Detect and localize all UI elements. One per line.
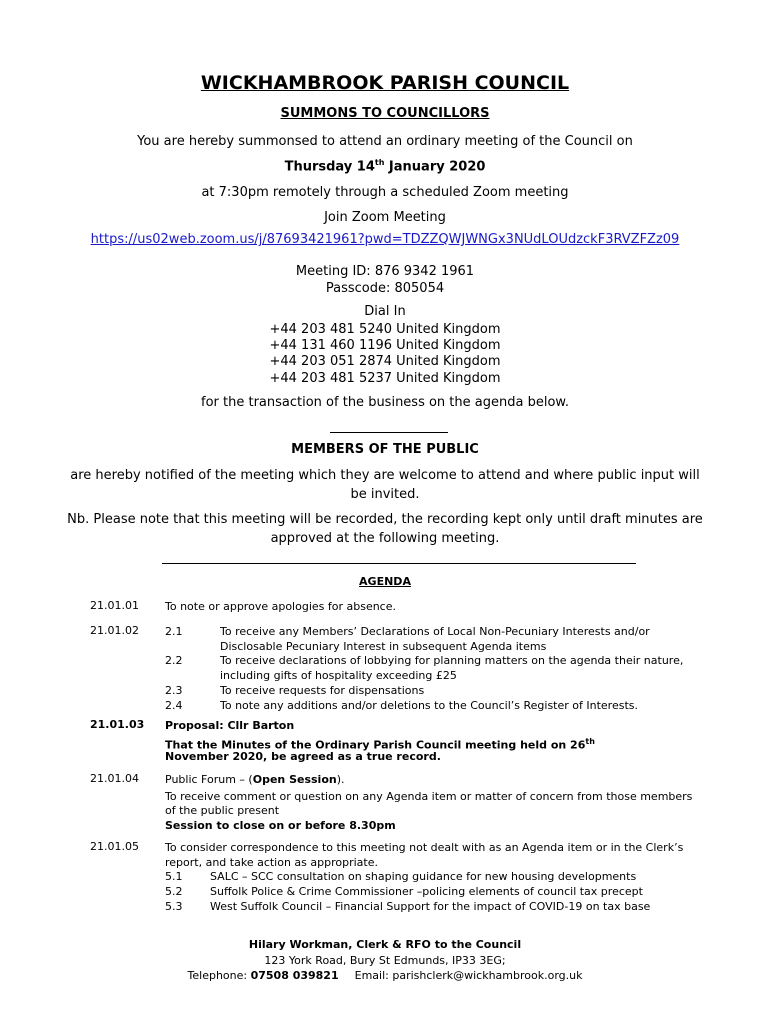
session-close-note: Session to close on or before 8.30pm	[165, 819, 396, 832]
sub-item-number: 2.2	[165, 654, 183, 667]
phone-number: +44 203 051 2874 United Kingdom	[269, 354, 501, 369]
meeting-id: Meeting ID: 876 9342 1961	[295, 264, 475, 279]
agenda-item-text: of the public present	[165, 804, 280, 817]
document-title: WICKHAMBROOK PARISH COUNCIL	[200, 72, 570, 94]
agenda-item-number: 21.01.02	[90, 624, 139, 637]
agenda-item-number: 21.01.04	[90, 772, 139, 785]
recording-note-line: approved at the following meeting.	[270, 531, 500, 546]
proposal-line: Proposal: Cllr Barton	[165, 719, 295, 732]
agenda-item-text: report, and take action as appropriate.	[165, 856, 378, 869]
minutes-motion: That the Minutes of the Ordinary Parish Council meeting held on 26th	[165, 737, 595, 752]
sub-item-number: 5.1	[165, 870, 183, 883]
sub-item-text: To receive any Members’ Declarations of Local Non-Pecuniary Interests and/or	[220, 625, 650, 638]
agenda-item-number: 21.01.03	[90, 718, 145, 731]
zoom-link[interactable]: https://us02web.zoom.us/j/87693421961?pwd=TDZZQWJWNGx3NUdLOUdzckF3RVZFZz09	[90, 232, 680, 247]
agenda-item-text: To note or approve apologies for absence.	[165, 600, 396, 613]
agenda-item-text: To receive comment or question on any Agenda item or matter of concern from those members	[165, 790, 693, 803]
footer-contact: Telephone: 07508 039821 Email: parishclerk@wickhambrook.org.uk	[187, 969, 583, 982]
phone-number: +44 203 481 5240 United Kingdom	[269, 322, 501, 337]
document-subtitle: SUMMONS TO COUNCILLORS	[280, 106, 490, 121]
public-heading: MEMBERS OF THE PUBLIC	[291, 442, 479, 457]
footer-telephone: 07508 039821	[250, 969, 339, 982]
agenda-item-number: 21.01.01	[90, 599, 139, 612]
minutes-motion: November 2020, be agreed as a true record.	[165, 750, 441, 763]
phone-number: +44 131 460 1196 United Kingdom	[269, 338, 501, 353]
sub-item-text: Suffolk Police & Crime Commissioner –policing elements of council tax precept	[210, 885, 643, 898]
phone-number: +44 203 481 5237 United Kingdom	[269, 371, 501, 386]
passcode: Passcode: 805054	[325, 281, 445, 296]
divider	[330, 432, 448, 433]
sub-item-text: West Suffolk Council – Financial Support for the impact of COVID-19 on tax base	[210, 900, 651, 913]
transaction-text: for the transaction of the business on the agenda below.	[201, 395, 569, 410]
sub-item-text: including gifts of hospitality exceeding £25	[220, 669, 457, 682]
sub-item-number: 5.3	[165, 900, 183, 913]
public-notice-line: be invited.	[350, 487, 420, 502]
meeting-date: Thursday 14th January 2020	[284, 158, 486, 175]
sub-item-number: 2.3	[165, 684, 183, 697]
dial-in-label: Dial In	[364, 304, 406, 319]
sub-item-number: 2.4	[165, 699, 183, 712]
agenda-heading: AGENDA	[359, 575, 411, 588]
sub-item-number: 5.2	[165, 885, 183, 898]
divider	[162, 563, 636, 564]
sub-item-text: Disclosable Pecuniary Interest in subsequent Agenda items	[220, 640, 547, 653]
sub-item-number: 2.1	[165, 625, 183, 638]
join-zoom-label: Join Zoom Meeting	[324, 210, 446, 225]
sub-item-text: To receive declarations of lobbying for planning matters on the agenda their nature,	[220, 654, 684, 667]
recording-note-line: Nb. Please note that this meeting will be recorded, the recording kept only until draft minutes are	[67, 512, 703, 527]
agenda-item-number: 21.01.05	[90, 840, 139, 853]
footer-clerk: Hilary Workman, Clerk & RFO to the Council	[248, 938, 522, 951]
sub-item-text: SALC – SCC consultation on shaping guidance for new housing developments	[210, 870, 637, 883]
footer-address: 123 York Road, Bury St Edmunds, IP33 3EG;	[264, 954, 506, 967]
public-forum-line: Public Forum – (Open Session).	[165, 773, 345, 786]
meeting-time: at 7:30pm remotely through a scheduled Zoom meeting	[201, 185, 569, 200]
agenda-item-text: To consider correspondence to this meeting not dealt with as an Agenda item or in the Clerk’s	[165, 841, 684, 854]
sub-item-text: To note any additions and/or deletions to the Council’s Register of Interests.	[220, 699, 638, 712]
sub-item-text: To receive requests for dispensations	[220, 684, 425, 697]
footer-email[interactable]: Email: parishclerk@wickhambrook.org.uk	[354, 969, 583, 982]
intro-text: You are hereby summonsed to attend an ordinary meeting of the Council on	[137, 134, 633, 149]
public-notice-line: are hereby notified of the meeting which they are welcome to attend and where public input will	[70, 468, 700, 483]
